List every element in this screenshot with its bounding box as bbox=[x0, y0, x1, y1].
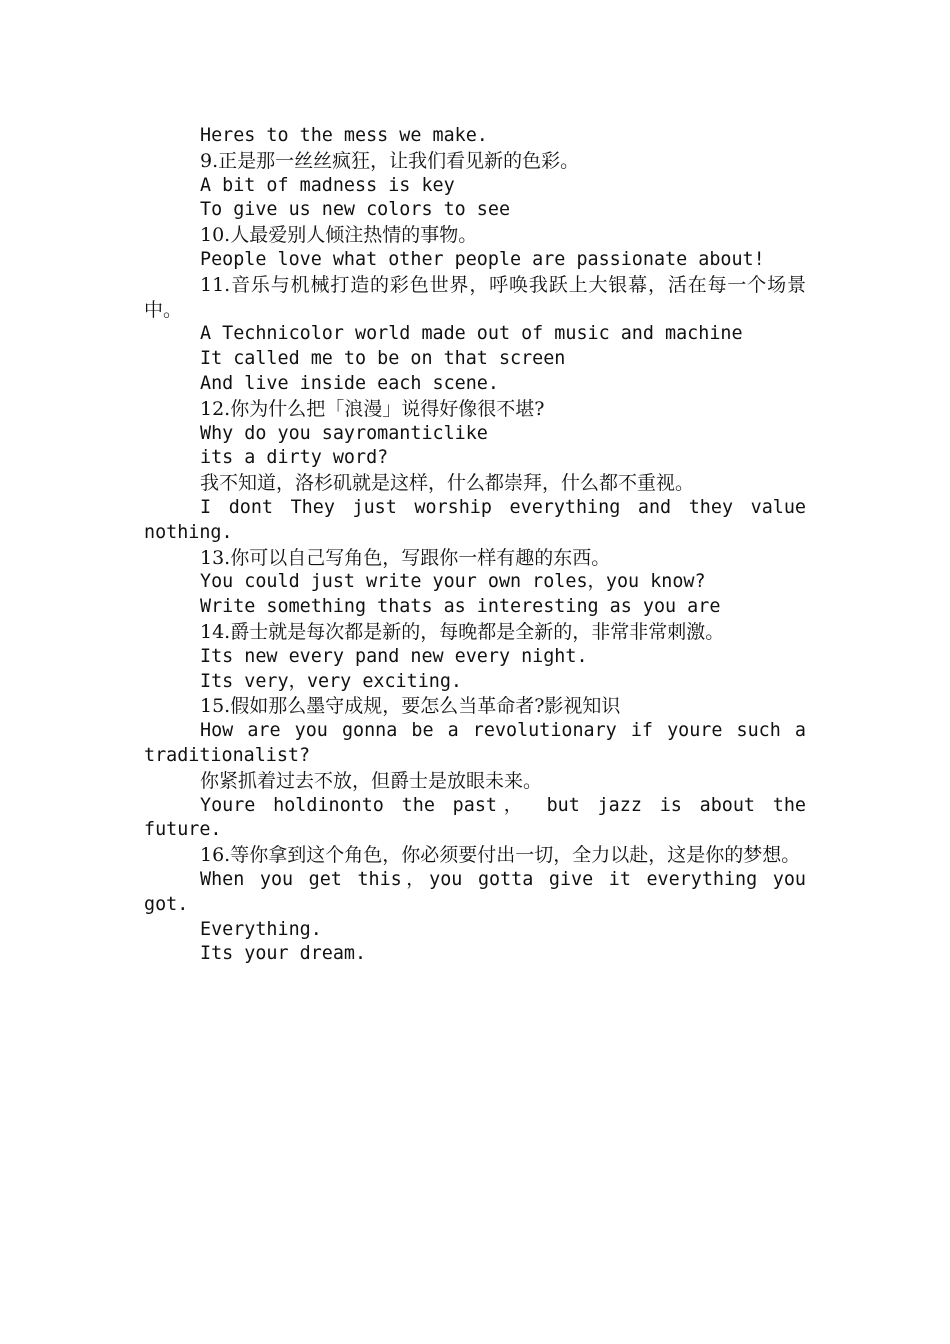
text-line: Its new every pand new every night. bbox=[200, 645, 588, 667]
text-line: A Technicolor world made out of music and machine bbox=[200, 323, 743, 345]
text-line: I dont They just worship everything and they value nothing. bbox=[144, 496, 806, 543]
text-line: Write something thats as interesting as you are bbox=[200, 596, 721, 618]
text-line: 14.爵士就是每次都是新的，每晚都是全新的，非常非常刺激。 bbox=[200, 620, 725, 643]
text-line: You could just write your own roles，you know? bbox=[200, 571, 706, 593]
text-line: A bit of madness is key bbox=[200, 174, 455, 196]
text-line: Youre holdinonto the past， but jazz is about the future. bbox=[144, 794, 806, 841]
text-line: 12.你为什么把「浪漫」说得好像很不堪? bbox=[200, 397, 545, 420]
text-line: When you get this，you gotta give it everything you got. bbox=[144, 868, 806, 915]
text-line: People love what other people are passionate about! bbox=[200, 248, 765, 270]
text-line: Its your dream. bbox=[200, 943, 367, 965]
text-line: its a dirty word? bbox=[200, 447, 389, 469]
text-line: 你紧抓着过去不放，但爵士是放眼未来。 bbox=[200, 769, 543, 792]
text-line: 16.等你拿到这个角色，你必须要付出一切，全力以赴，这是你的梦想。 bbox=[200, 844, 801, 867]
text-line: Heres to the mess we make. bbox=[200, 125, 488, 146]
text-line: To give us new colors to see bbox=[200, 199, 511, 221]
text-line: It called me to be on that screen bbox=[200, 348, 566, 370]
text-line: Everything. bbox=[200, 918, 322, 940]
document-body bbox=[144, 124, 806, 967]
text-line: 我不知道，洛杉矶就是这样，什么都崇拜，什么都不重视。 bbox=[200, 472, 695, 495]
text-line: Why do you sayromanticlike bbox=[200, 422, 488, 444]
text-line: 9.正是那一丝丝疯狂，让我们看见新的色彩。 bbox=[200, 149, 580, 172]
text-line: 10.人最爱别人倾注热情的事物。 bbox=[200, 224, 478, 247]
text-line: 13.你可以自己写角色，写跟你一样有趣的东西。 bbox=[200, 546, 611, 569]
text-line: 15.假如那么墨守成规，要怎么当革命者?影视知识 bbox=[200, 695, 621, 718]
text-line: Its very，very exciting. bbox=[200, 670, 462, 692]
text-line: And live inside each scene. bbox=[200, 372, 499, 394]
text-line: 11.音乐与机械打造的彩色世界，呼唤我跃上大银幕，活在每一个场景中。 bbox=[144, 273, 806, 321]
text-line: How are you gonna be a revolutionary if youre such a traditionalist? bbox=[144, 720, 806, 766]
